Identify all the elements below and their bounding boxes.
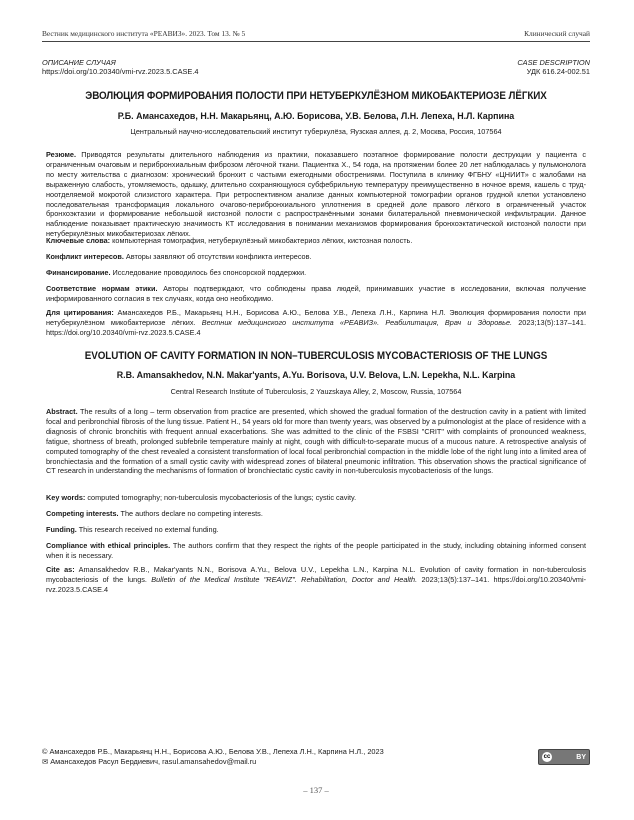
citation-tail-en[interactable]: 2023;13(5):137–141. https://doi.org/10.20340/vmi-rvz.2023.5.CASE.4 [46,574,587,594]
article-type-ru: ОПИСАНИЕ СЛУЧАЯ [42,58,116,67]
udc-code: УДК 616.24-002.51 [526,67,590,77]
conflict-label-en: Competing interests. [46,509,119,518]
cc-by-label: BY [576,753,586,761]
citation-label-ru: Для цитирования: [46,308,114,317]
abstract-en [46,407,586,476]
citation-journal-en: Bulletin of the Medical Institute "REAVIZ". Rehabilitation, Doctor and Health. [151,574,418,584]
conflict-en [46,509,586,519]
contact-line[interactable]: ✉ Амансахедов Расул Бердиевич, rasul.amansahedov@mail.ru [42,757,257,766]
article-meta [42,58,590,77]
keywords-label-en: Key words: [46,493,86,502]
keywords-text-en: computed tomography; non-tuberculosis mycobacteriosis of the lungs; cystic cavity. [87,493,357,502]
citation-ru [46,308,586,338]
footer [42,747,590,767]
keywords-en [46,493,586,503]
ethics-label-ru: Соответствие нормам этики. [46,284,158,293]
citation-text-ru: Амансахедов Р.Б., Макарьянц Н.Н., Борисова А.Ю., Белова У.В., Лепеха Л.Н., Карпина Н.Л. Эволюция формирования полости при нетуберкулёзном микобактериозе лёгких. [46,308,587,327]
authors-ru: Р.Б. Амансахедов, Н.Н. Макарьянц, А.Ю. Борисова, У.В. Белова, Л.Н. Лепеха, Н.Л. Карпина [117,111,515,121]
citation-journal-ru: Вестник медицинского института «РЕАВИЗ». Реабилитация, Врач и Здоровье. [201,317,513,327]
conflict-text-ru: Авторы заявляют об отсутствии конфликта интересов. [125,252,312,261]
ethics-text-ru: Авторы подтверждают, что соблюдены права людей, принимавших участие в исследовании, включая получение информированного согласия в тех случаях, когда оно необходимо. [46,284,587,303]
keywords-label-ru: Ключевые слова: [46,236,111,245]
funding-en [46,525,586,535]
ethics-label-en: Compliance with ethical principles. [46,541,171,550]
abstract-text-ru: Приводятся результаты длительного наблюдения из практики, показавшего поэтапное формирование полости деструкции у пациента с ограниченным очаговым и перибронхиальным фиброзом лёгочной ткани. Пациентка Х., 54 года, на протяжении более 20 лет наблюдалась у пульмонолога по месту жительства с диагнозом: хронический бронхит с частыми ежегодными обострениями. Поступила в клинику ФГБНУ «ЦНИИТ» с жалобами на выраженную слабость, утомляемость, одышку, длительно сохраняющуюся субфебрильную температуру преимущественно в ночное время, кашель с трудноотделяемой мокротой слизистого характера. При ретроспективном анализе данных компьютерной томографии органов грудной клетки установлено последовательная трансформация локального очагово-перибронхиального уплотнения в средней доле правого лёгкого в ограниченный участок бронхоэктазии и формирование небольшой кистозной полости с распространёнными зонами билатеральной пневмонической инфильтрации. Данное наблюдение показывает практическую значимость КТ исследования в понимании механизмов формирования бронхоэктатической кистозной полости при нетуберкулёзных микобактериозах лёгких. [46,150,586,239]
abstract-ru [46,150,586,239]
title-ru: ЭВОЛЮЦИЯ ФОРМИРОВАНИЯ ПОЛОСТИ ПРИ НЕТУБЕРКУЛЁЗНОМ МИКОБАКТЕРИОЗЕ ЛЁГКИХ [85,90,547,102]
section-name: Клинический случай [524,29,590,38]
conflict-label-ru: Конфликт интересов. [46,252,124,261]
funding-text-ru: Исследование проводилось без спонсорской поддержки. [112,268,307,277]
citation-tail-ru[interactable]: 2023;13(5):137–141. https://doi.org/10.20340/vmi-rvz.2023.5.CASE.4 [46,317,586,337]
abstract-label-ru: Резюме. [46,150,76,159]
funding-ru [46,268,586,278]
abstract-text-en: The results of a long – term observation from practice are presented, which showed the gradual formation of the destruction cavity in a patient with limited focal and peribronchial fibrosis of the lung tissue. Patient H., 54 years old for more than twenty years, was observed by a pulmonologist at the place of residence with a diagnosis of chronic bronchitis with frequent annual exacerbations. She was admitted to the clinic of the FSBSI "CRIT" with complaints of pronounced weakness, fatigue, shortness of breath, prolonged subfebrile temperature mainly at night, cough with difficult-to-separate mucus of a mucous nature. A retrospective analysis of computed tomography of the chest revealed a consistent transformation of local focal peribronchial compaction in the middle lobe of the right lung into a limited area of bronchiectasia and the formation of a small cystic cavity with widespread zones of bilateral pneumonic infiltration. This observation shows the practical significance of CT research in understanding the mechanisms of formation of bronchiectatic cystic cavity in non-tuberculosis mycobacteriosis of the lungs. [46,407,586,476]
journal-name: Вестник медицинского института «РЕАВИЗ». 2023. Том 13. № 5 [42,29,246,38]
cc-license-badge[interactable] [538,749,590,765]
running-header [42,29,590,42]
conflict-text-en: The authors declare no competing interests. [120,509,263,518]
citation-text-en: Amansakhedov R.B., Makar'yants N.N., Borisova A.Yu., Belova U.V., Lepekha L.N., Karpina N.L. Evolution of cavity formation in non-tuberculosis mycobacteriosis of the lungs. [46,565,587,584]
keywords-ru [46,236,586,246]
authors-en: R.B. Amansakhedov, N.N. Makar'yants, A.Yu. Borisova, U.V. Belova, L.N. Lepekha, N.L. Karpina [116,370,516,380]
keywords-text-ru: компьютерная томография, нетуберкулёзный микобактериоз лёгких, кистозная полость. [112,236,413,245]
title-en: EVOLUTION OF CAVITY FORMATION IN NON–TUBERCULOSIS MYCOBACTERIOSIS OF THE LUNGS [84,350,548,362]
cc-icon: cc [543,754,551,760]
affiliation-ru: Центральный научно-исследовательский институт туберкулёза, Яузская аллея, д. 2, Москва, Россия, 107564 [130,127,502,136]
page-number: – 137 – [303,785,329,795]
article-type-en: CASE DESCRIPTION [517,58,590,67]
affiliation-en: Central Research Institute of Tuberculosis, 2 Yauzskaya Alley, 2, Moscow, Russia, 107564 [170,387,462,396]
ethics-ru [46,284,586,304]
funding-text-en: This research received no external funding. [78,525,219,534]
ethics-en [46,541,586,561]
conflict-ru [46,252,586,262]
citation-label-en: Cite as: [46,565,75,574]
citation-en [46,565,586,595]
funding-label-ru: Финансирование. [46,268,111,277]
funding-label-en: Funding. [46,525,77,534]
ethics-text-en: The authors confirm that they respect the rights of the people participated in the study, including obtaining informed consent when it is necessary. [46,541,586,560]
doi-link[interactable]: https://doi.org/10.20340/vmi-rvz.2023.5.CASE.4 [42,67,199,77]
copyright-line: © Амансахедов Р.Б., Макарьянц Н.Н., Борисова А.Ю., Белова У.В., Лепеха Л.Н., Карпина Н.Л., 2023 [42,747,384,756]
abstract-label-en: Abstract. [46,407,78,416]
